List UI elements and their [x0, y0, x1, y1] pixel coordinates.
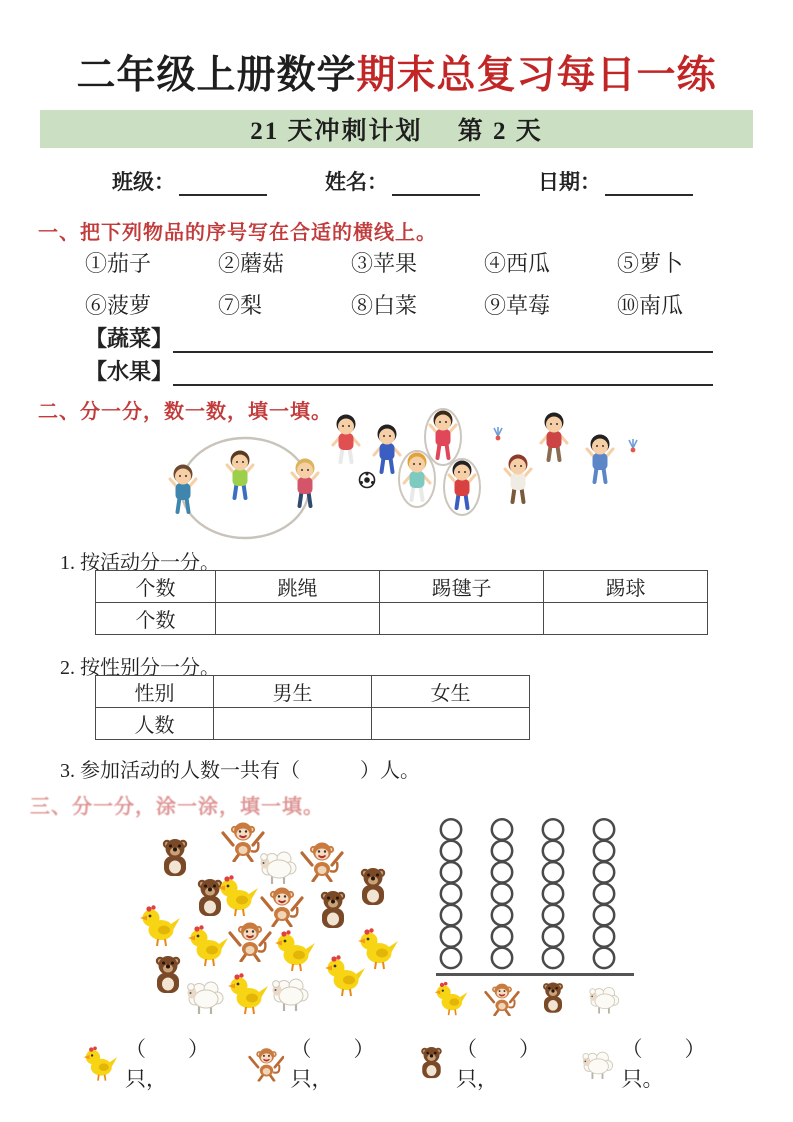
name-blank[interactable]: [392, 170, 480, 196]
gender-count-row: [96, 708, 530, 740]
item-watermelon: ④西瓜: [484, 251, 551, 276]
shuttlecock-boy-overalls: [587, 435, 613, 483]
rope-turner-boy: [292, 459, 318, 507]
class-blank[interactable]: [179, 170, 267, 196]
tally-chart: [437, 818, 637, 1020]
gender-count-label: 人数: [96, 708, 214, 740]
sheep-icon: [586, 980, 622, 1016]
animal-scatter-picture: [100, 818, 420, 1023]
item-mushroom: ②蘑菇: [218, 251, 285, 276]
q1-label: 1. 按活动分一分。: [60, 552, 220, 574]
student-info-row: [112, 166, 712, 196]
tally-circle-bear-6[interactable]: [543, 926, 563, 946]
item-pear: ⑦梨: [218, 293, 263, 318]
kids-activities-illustration: [150, 408, 770, 543]
tally-circle-sheep-1[interactable]: [594, 819, 614, 839]
item-eggplant: ①茄子: [85, 251, 152, 276]
monkey-icon: [484, 980, 520, 1016]
tally-circle-sheep-7[interactable]: [594, 948, 614, 968]
activity-table: [95, 570, 708, 635]
tally-circle-sheep-6[interactable]: [594, 926, 614, 946]
tally-circle-chick-4[interactable]: [441, 884, 461, 904]
tally-circle-monkey-5[interactable]: [492, 905, 512, 925]
page-title: [0, 44, 793, 100]
tally-circle-chick-1[interactable]: [441, 819, 461, 839]
tally-circle-monkey-7[interactable]: [492, 948, 512, 968]
chick-icon: [82, 1044, 119, 1082]
answer-blank-chick[interactable]: （ ）只，: [124, 1037, 209, 1091]
tally-circles-grid[interactable]: [437, 818, 637, 970]
sheep-icon: [268, 970, 312, 1014]
answer-group-chick: [82, 1033, 248, 1093]
scatter-bear: [153, 836, 197, 880]
sheep-icon: [183, 973, 227, 1017]
sheep-icon: [579, 1044, 616, 1082]
shuttlecock-boy-red: [541, 413, 567, 461]
activity-count-shuttlecock-cell[interactable]: [380, 603, 544, 635]
item-strawberry: ⑨草莓: [484, 293, 551, 318]
answer-blank-bear[interactable]: （ ）只，: [455, 1037, 540, 1091]
vegetable-answer-line: [85, 322, 713, 353]
tally-circle-sheep-2[interactable]: [594, 841, 614, 861]
activity-count-label: 个数: [96, 603, 216, 635]
chick-icon: [138, 903, 182, 947]
scatter-bear: [351, 865, 395, 909]
vegetable-blank[interactable]: [173, 325, 713, 353]
items-row-1: [85, 247, 735, 278]
item-cabbage: ⑧白菜: [351, 293, 418, 318]
item-apple: ③苹果: [351, 251, 418, 276]
section2-heading: 二、分一分，数一数，填一填。: [38, 401, 332, 423]
monkey-icon: [300, 838, 344, 882]
rope-girl-red-dress: [425, 409, 461, 465]
gender-header-girls: 女生: [372, 676, 530, 708]
tally-circle-monkey-4[interactable]: [492, 884, 512, 904]
chick-icon: [273, 928, 317, 972]
tally-circle-bear-7[interactable]: [543, 948, 563, 968]
tally-circle-bear-3[interactable]: [543, 862, 563, 882]
chick-icon: [186, 923, 230, 967]
tally-baseline: [436, 973, 634, 976]
banner-text: 21 天冲刺计划 第 2 天: [250, 118, 543, 145]
date-blank[interactable]: [605, 170, 693, 196]
tally-circle-monkey-1[interactable]: [492, 819, 512, 839]
activity-header-row: [96, 571, 708, 603]
answer-blank-monkey[interactable]: （ ）只，: [290, 1037, 375, 1091]
soccer-boy-blue: [374, 425, 400, 473]
rope-boy-red: [444, 459, 480, 515]
section3-heading: 三、分一分，涂一涂，填一填。: [30, 796, 324, 818]
vegetable-label: 【蔬菜】: [85, 326, 174, 351]
activity-header-jump-rope: 跳绳: [216, 571, 380, 603]
scatter-chick: [323, 953, 367, 997]
bear-icon: [535, 980, 571, 1016]
tally-circle-sheep-5[interactable]: [594, 905, 614, 925]
answer-group-monkey: [248, 1033, 414, 1093]
q2-label: 2. 按性别分一分。: [60, 657, 220, 679]
tally-circle-bear-4[interactable]: [543, 884, 563, 904]
tally-circle-bear-1[interactable]: [543, 819, 563, 839]
tally-circle-sheep-3[interactable]: [594, 862, 614, 882]
scatter-chick: [186, 923, 230, 967]
activity-count-row: [96, 603, 708, 635]
fruit-label: 【水果】: [85, 359, 174, 384]
chick-icon: [433, 980, 469, 1016]
tally-circle-bear-2[interactable]: [543, 841, 563, 861]
item-pumpkin: ⑩南瓜: [617, 293, 684, 318]
fruit-blank[interactable]: [173, 358, 713, 386]
scatter-sheep: [183, 973, 227, 1017]
tally-circle-chick-2[interactable]: [441, 841, 461, 861]
items-row-2: [85, 289, 735, 320]
gender-count-boys-cell[interactable]: [214, 708, 372, 740]
tally-axis-bear: [535, 980, 571, 1016]
answer-blank-sheep[interactable]: （ ）只。: [621, 1037, 706, 1091]
count-answers-row: [82, 1033, 744, 1093]
bear-icon: [311, 888, 355, 932]
gender-header-row: [96, 676, 530, 708]
monkey-icon: [248, 1044, 285, 1082]
chick-icon: [216, 873, 260, 917]
gender-header-boys: 男生: [214, 676, 372, 708]
tally-circle-chick-5[interactable]: [441, 905, 461, 925]
sheep-icon: [256, 843, 300, 887]
activity-count-soccer-cell[interactable]: [544, 603, 708, 635]
chick-icon: [323, 953, 367, 997]
scatter-sheep: [268, 970, 312, 1014]
activity-count-jump-rope-cell[interactable]: [216, 603, 380, 635]
bear-icon: [413, 1044, 450, 1082]
monkey-icon: [228, 918, 272, 962]
answer-group-bear: [413, 1033, 579, 1093]
name-field: [325, 166, 480, 196]
bear-icon: [153, 836, 197, 880]
scatter-chick: [226, 971, 270, 1015]
section1-heading: 一、把下列物品的序号写在合适的横线上。: [38, 222, 437, 244]
item-pineapple: ⑥菠萝: [85, 293, 152, 318]
tally-circle-chick-3[interactable]: [441, 862, 461, 882]
title-red-part: 期末总复习每日一练: [356, 54, 717, 97]
date-label: 日期：: [538, 170, 601, 194]
fruit-answer-line: [85, 355, 713, 386]
rope-jumper-kid: [227, 451, 253, 499]
activity-header-0: 个数: [96, 571, 216, 603]
activity-header-shuttlecock: 踢毽子: [380, 571, 544, 603]
rope-girl-blonde: [399, 451, 435, 507]
tally-axis-icons: [437, 980, 637, 1020]
tally-circle-bear-5[interactable]: [543, 905, 563, 925]
scatter-sheep: [256, 843, 300, 887]
scatter-monkey: [300, 838, 344, 882]
tally-circle-monkey-6[interactable]: [492, 926, 512, 946]
scatter-bear: [311, 888, 355, 932]
scatter-chick: [138, 903, 182, 947]
scatter-monkey: [228, 918, 272, 962]
gender-header-label: 性别: [96, 676, 214, 708]
title-black-part: 二年级上册数学: [76, 54, 357, 97]
tally-circle-chick-7[interactable]: [441, 948, 461, 968]
shuttlecock-icon: [494, 427, 502, 440]
tally-axis-chick: [433, 980, 469, 1016]
scatter-chick: [216, 873, 260, 917]
bear-icon: [351, 865, 395, 909]
class-field: [112, 166, 267, 196]
gender-count-girls-cell[interactable]: [372, 708, 530, 740]
tally-circle-chick-6[interactable]: [441, 926, 461, 946]
soccer-boy-red: [333, 415, 359, 463]
item-radish: ⑤萝卜: [617, 251, 684, 276]
q3-total-line: 3. 参加活动的人数一共有（ ）人。: [60, 760, 420, 782]
chick-icon: [226, 971, 270, 1015]
date-field: [538, 166, 693, 196]
class-label: 班级：: [112, 170, 175, 194]
shuttlecock-girl: [505, 455, 531, 503]
activity-header-soccer: 踢球: [544, 571, 708, 603]
answer-group-sheep: [579, 1033, 745, 1093]
tally-circle-monkey-3[interactable]: [492, 862, 512, 882]
tally-axis-monkey: [484, 980, 520, 1016]
plan-banner: [40, 110, 753, 148]
tally-circle-sheep-4[interactable]: [594, 884, 614, 904]
gender-table: [95, 675, 530, 740]
name-label: 姓名：: [325, 170, 388, 194]
shuttlecock-icon: [629, 439, 637, 452]
scatter-chick: [273, 928, 317, 972]
soccer-ball-icon: [360, 473, 375, 488]
tally-axis-sheep: [586, 980, 622, 1016]
rope-turner-girl: [170, 465, 196, 513]
tally-circle-monkey-2[interactable]: [492, 841, 512, 861]
